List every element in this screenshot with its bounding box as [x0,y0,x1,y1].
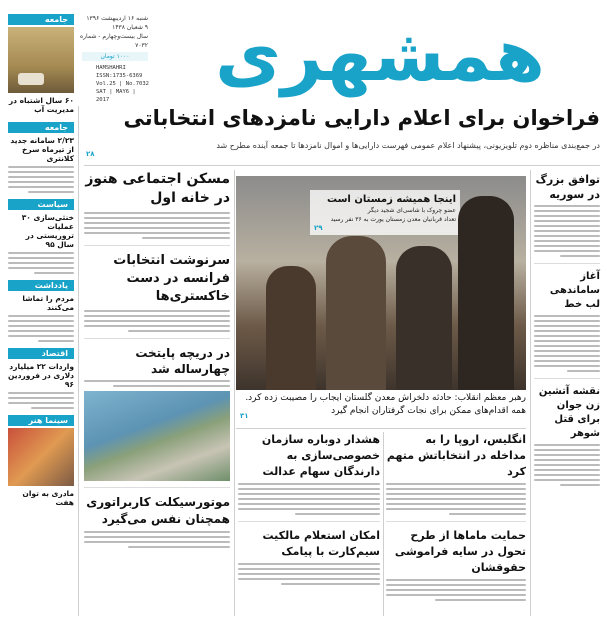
sidebar-headline: ۲/۲۳ سامانه جدید از تیرماه سرخ کلانتری [10,136,74,163]
story-body [84,531,230,548]
story-headline: نقشه آتشین زن جوان برای قتل شوهر [538,386,600,439]
sidebar-headline: مادری به توان هفت [22,489,74,507]
photo-caption-box [310,190,460,235]
right-column [534,172,600,489]
section-label: جامعه [8,14,74,25]
story-headline: در دریچه پایتخت چهارساله شد [135,346,230,376]
sidebar-body [8,252,74,274]
latin-line: ISSN:1735-6369 [96,73,143,79]
sidebar-headline: ۶۰ سال اشتباه در مدیریت آب [8,96,74,114]
story-headline: امکان استعلام مالکیت سیم‌کارت با پیامک [262,529,380,558]
latin-line: SAT | MAY6 | 2017 [96,89,136,103]
story-headline: حمایت ماماها از طرح تحول در سایه فراموشی حقوقشان [394,529,526,574]
story-block [238,432,380,588]
sidebar-photo [8,428,74,486]
photo-caption: عضو چروک با شاسی‌ای شجید دیگر [367,207,456,214]
date-line: ۹ شعبان ۱۴۳۸ [112,24,148,31]
story-body [534,205,600,257]
lead-subhead: در جمع‌بندی مناظره دوم تلویزیونی، پیشنهاد اعلام عمومی فهرست دارایی‌ها و اموال نامزدها تا جمعه آینده مطرح شد [216,141,600,150]
story-body [386,579,526,601]
section-label: اقتصاد [8,348,74,359]
story-body [238,563,380,585]
photo-title: اینجا همیشه زمستان است [327,194,456,205]
story-body [84,310,230,332]
story-headline: آغاز ساماندهی لب خط [549,271,600,310]
masthead-latin [96,64,152,104]
latin-line: HAMSHAHRI [96,65,126,71]
story-headline: سرنوشت انتخابات فرانسه در دست خاکستری‌ها [113,253,230,304]
section-label: یادداشت [8,280,74,291]
sidebar-photo [8,27,74,93]
photo-footer: رهبر معظم انقلاب: حادثه دلخراش معدن گلستان ایجاب را مصیبت زده کرد. همه اقدام‌های ممکن برای نجات گرفتاران انجام گیرد [245,393,526,416]
story-body [238,483,380,515]
story-column-left [84,170,230,616]
photo-caption: تعداد قربانیان معدن زمستان یورت به ۳۶ نفر رسید [330,216,456,223]
story-headline: انگلیس، اروپا را به مداخله در انتخاباتش متهم کرد [386,433,526,478]
story-block [386,432,526,604]
photo-story [236,176,526,390]
story-body [534,444,600,486]
story-headline: هشدار دوباره سازمان خصوصی‌سازی به دارندگان سهام عدالت [261,433,380,478]
date-line: شنبه ۱۶ اردیبهشت ۱۳۹۶ [86,15,148,22]
story-body [84,380,230,387]
sidebar-body [8,315,74,342]
story-headline: توافق بزرگ در سوریه [535,173,600,201]
sidebar-body [8,392,74,409]
story-body [386,483,526,515]
sidebar-body [8,166,74,193]
masthead-logo: همشهری [215,13,545,97]
page-ref: ۲۹ [314,224,323,232]
date-line: سال بیست‌وچهارم - شماره ۷۰۳۲ [79,33,148,49]
sidebar-headline: خنثی‌سازی ۳۰ عملیات تروریستی در سال ۹۵ [21,213,74,249]
aerial-photo [84,391,230,481]
section-label: سیاست [8,199,74,210]
story-headline: موتورسیکلت کاربراتوری همچنان نفس می‌گیرد [86,495,230,526]
page-ref: ۳۱ [240,412,249,420]
left-sidebar [8,14,74,614]
sidebar-headline: مردم را تماشا می‌کنند [22,294,74,312]
latin-line: Vol.25 | No.7032 [96,81,149,87]
section-label: جامعه [8,122,74,133]
section-label: سینما هنر [8,415,74,426]
story-body [534,315,600,372]
story-body [84,212,230,239]
sidebar-headline: واردات ۲۲ میلیارد دلاری در فروردین ۹۶ [8,362,74,389]
lead-headline: فراخوان برای اعلام دارایی نامزدهای انتخاباتی [123,106,600,130]
page-ref: ۲۸ [86,150,95,158]
story-headline: مسکن اجتماعی هنوز در خانه اول [85,171,230,206]
price-tag: ۱۰۰۰ تومان [82,52,148,61]
